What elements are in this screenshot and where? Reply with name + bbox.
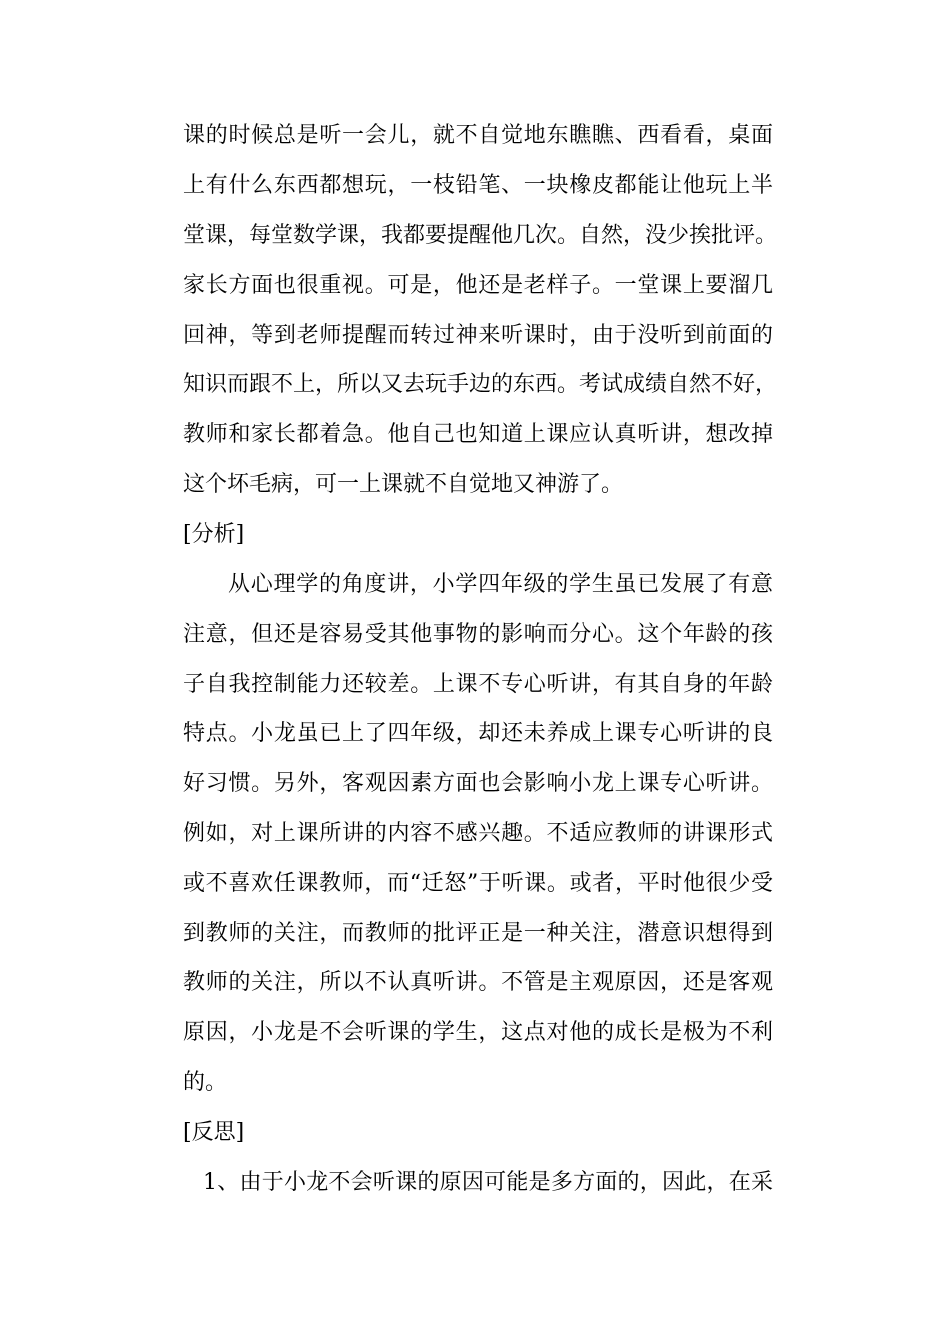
- text-line: 到教师的关注，而教师的批评正是一种关注，潜意识想得到: [183, 921, 773, 946]
- text-line: 子自我控制能力还较差。上课不专心听讲，有其自身的年龄: [183, 672, 773, 697]
- section-heading-reflection: [反思]: [183, 1120, 245, 1145]
- text-line: 1、由于小龙不会听课的原因可能是多方面的，因此，在采: [203, 1170, 773, 1195]
- text-line: 教师的关注，所以不认真听讲。不管是主观原因，还是客观: [183, 970, 773, 995]
- text-line: 原因，小龙是不会听课的学生，这点对他的成长是极为不利: [183, 1020, 773, 1045]
- text-line: 好习惯。另外，客观因素方面也会影响小龙上课专心听讲。: [183, 771, 773, 796]
- section-heading-analysis: [分析]: [183, 522, 245, 547]
- text-line: 从心理学的角度讲，小学四年级的学生虽已发展了有意: [228, 572, 773, 597]
- text-line: 知识而跟不上，所以又去玩手边的东西。考试成绩自然不好，: [183, 372, 778, 397]
- text-line: 上有什么东西都想玩，一枝铅笔、一块橡皮都能让他玩上半: [183, 173, 773, 198]
- text-line: 例如，对上课所讲的内容不感兴趣。不适应教师的讲课形式: [183, 821, 773, 846]
- text-line: 注意，但还是容易受其他事物的影响而分心。这个年龄的孩: [183, 622, 773, 647]
- text-line: 课的时候总是听一会儿，就不自觉地东瞧瞧、西看看，桌面: [183, 123, 773, 148]
- text-line: 的。: [183, 1070, 228, 1095]
- text-line: 这个坏毛病，可一上课就不自觉地又神游了。: [183, 472, 624, 497]
- text-line: 堂课，每堂数学课，我都要提醒他几次。自然，没少挨批评。: [183, 223, 778, 248]
- text-line: 回神，等到老师提醒而转过神来听课时，由于没听到前面的: [183, 323, 773, 348]
- text-line: 教师和家长都着急。他自己也知道上课应认真听讲，想改掉: [183, 422, 773, 447]
- text-line: 家长方面也很重视。可是，他还是老样子。一堂课上要溜几: [183, 273, 773, 298]
- text-line: 特点。小龙虽已上了四年级，却还未养成上课专心听讲的良: [183, 721, 773, 746]
- text-line: 或不喜欢任课教师，而“迁怒”于听课。或者，平时他很少受: [183, 871, 773, 896]
